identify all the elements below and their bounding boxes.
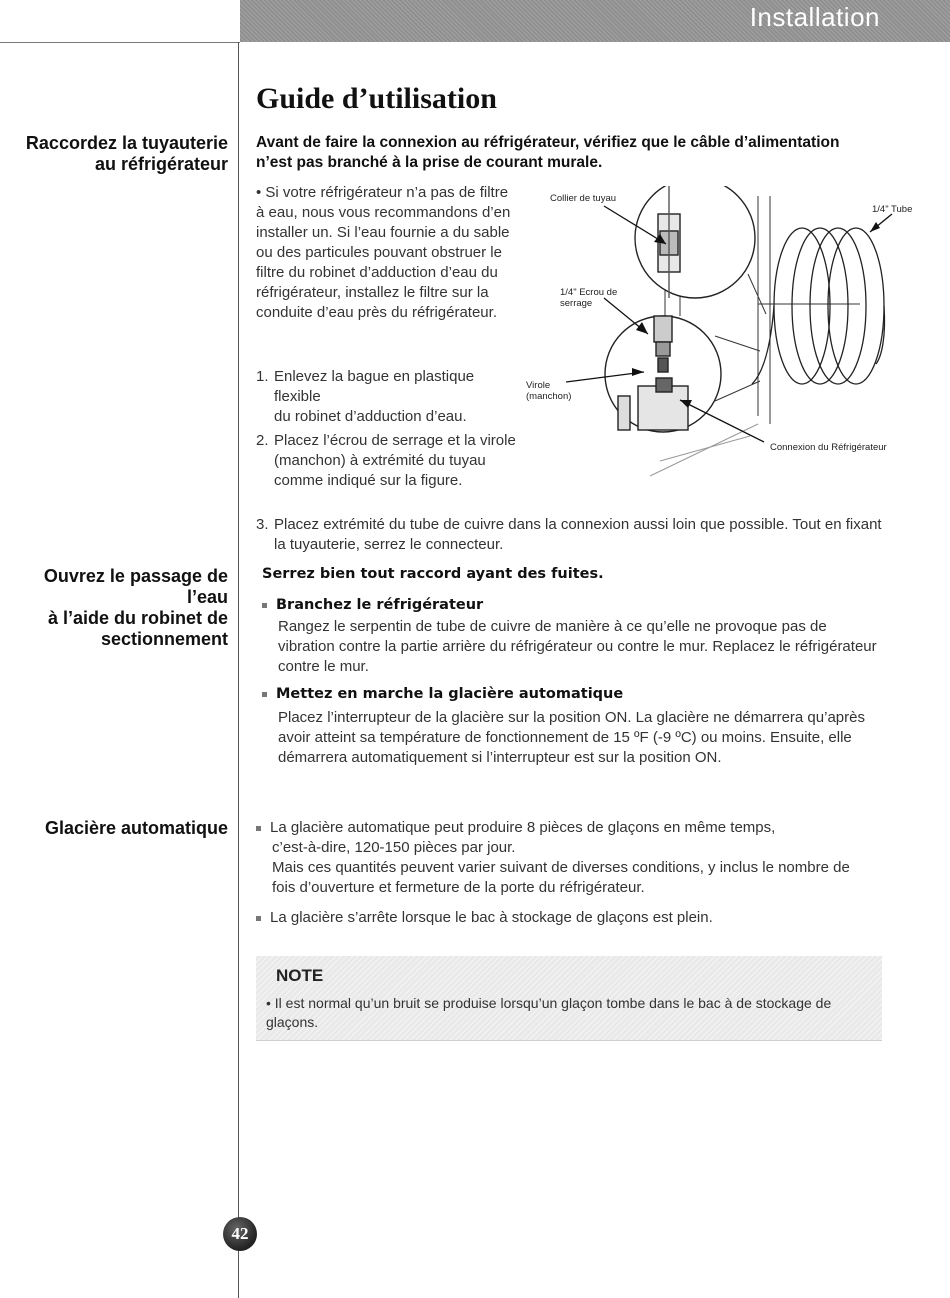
step-line: Enlevez la bague en plastique flexible [274,368,475,405]
start-text: Placez l’interrupteur de la glacière sur la position ON. La glacière ne démarrera qu’après avoir atteint sa température de fonctionnement de 15 ºF (-9 ºC) ou moins. Ensuite, elle démarrera automatiquement si l’interrupteur est sur la position ON. [278,709,865,766]
square-bullet-icon [262,692,267,697]
start-heading [262,686,882,702]
step-number: 2. [256,432,269,449]
label-fridge-connection: Connexion du Réfrigérateur [770,442,887,453]
label-compression-nut-line2: serrage [560,298,593,309]
clamp-detail-circle [635,186,755,298]
plug-heading [262,597,882,613]
icemaker-bullet-2 [256,908,876,928]
label-ferrule-line1: Virole [526,380,551,391]
step-3 [256,515,896,555]
square-bullet-icon [262,603,267,608]
step-line: du robinet d’adduction d’eau. [274,408,467,425]
square-bullet-icon [256,916,261,921]
step-2 [256,431,518,491]
step-text: Placez extrémité du tube de cuivre dans la connexion aussi loin que possible. Tout en fixant la tuyauterie, serrez le connecteur. [274,516,882,553]
fitting-detail-circle [605,316,721,432]
icemaker-variation-text: Mais ces quantités peuvent varier suivant de diverses conditions, y inclus le nombre de fois d’ouverture et fermeture de la porte du réfrigérateur. [272,859,850,896]
label-ferrule-line2: (manchon) [526,391,572,402]
side-heading-open-valve [8,566,228,650]
side-heading-connect: Raccordez la tuyauterie au réfrigérateur [25,133,228,174]
section-header-band [240,0,950,42]
note-box [256,956,882,1041]
warning-text: Avant de faire la connexion au réfrigérateur, vérifiez que le câble d’alimentation n’est pas branché à la prise de courant murale. [256,134,840,171]
label-tube: 1/4" Tube [872,204,913,215]
note-text: • Il est normal qu’un bruit se produise lorsqu’un glaçon tombe dans le bac à de stockage de glaçons. [266,995,832,1030]
note-title: NOTE [276,966,324,985]
icemaker-capacity-line2: c’est-à-dire, 120-150 pièces par jour. [272,839,516,856]
side-heading-open-valve-line1: Ouvrez le passage de l’eau [43,566,228,607]
margin-rule [238,42,239,1298]
step-1 [256,367,518,427]
icemaker-capacity-line1: La glacière automatique peut produire 8 pièces de glaçons en même temps, [270,819,776,836]
step-text: Placez l’écrou de serrage et la virole (manchon) à extrémité du tuyau comme indiqué sur la figure. [274,432,516,489]
tighten-heading: Serrez bien tout raccord ayant des fuites. [262,566,604,582]
label-compression-nut-line1: 1/4" Ecrou de [560,287,618,298]
header-rule [0,42,240,43]
page-title: Guide d’utilisation [256,82,497,115]
tube-coil [752,228,885,384]
plug-text: Rangez le serpentin de tube de cuivre de manière à ce qu’elle ne provoque pas de vibration contre la partie arrière du réfrigérateur ou contre le mur. Replacez le réfrigérateur contre le mur. [278,618,877,675]
step-number: 3. [256,516,269,533]
step-number: 1. [256,368,269,385]
icemaker-bullet-1 [256,818,876,858]
side-heading-icemaker: Glacière automatique [44,818,228,838]
icemaker-stop-text: La glacière s’arrête lorsque le bac à stockage de glaçons est plein. [270,909,713,926]
label-pipe-clamp: Collier de tuyau [550,193,617,204]
section-title: Installation [749,2,880,32]
connection-diagram [520,186,930,486]
side-heading-open-valve-line2: à l’aide du robinet de sectionnement [47,608,228,649]
plug-heading-text: Branchez le réfrigérateur [276,597,484,613]
page-number-badge: 42 [223,1217,257,1251]
step-text [274,367,518,427]
square-bullet-icon [256,826,261,831]
start-heading-text: Mettez en marche la glacière automatique [276,686,624,702]
intro-text: • Si votre réfrigérateur n’a pas de filtre à eau, nous vous recommandons d’en installer un. Si l’eau fournie a du sable ou des particules pouvant obstruer le filtre du robinet d’adduction d’eau du réfrigérateur, installez le filtre sur la conduite d’eau près du réfrigérateur. [256,184,511,321]
